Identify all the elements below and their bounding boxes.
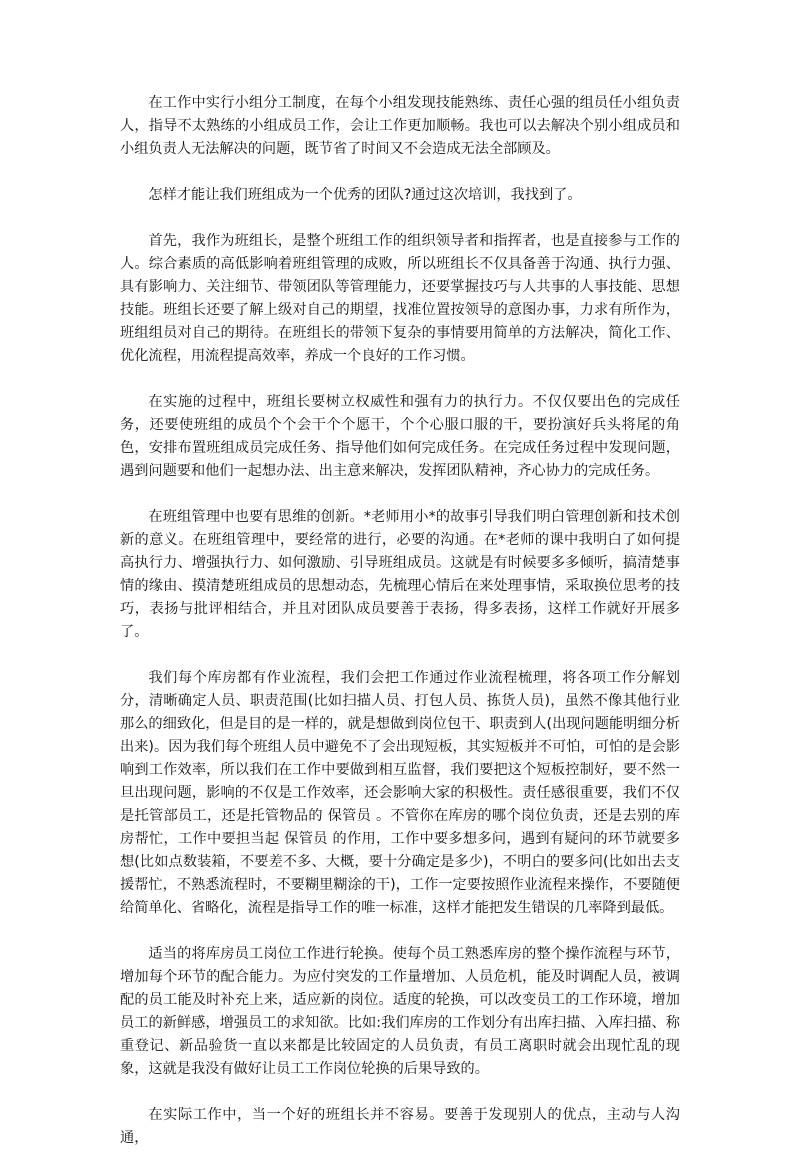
paragraph-7: 适当的将库房员工岗位工作进行轮换。使每个员工熟悉库房的整个操作流程与环节，增加每个环节的配合能力。为应付突发的工作量增加、人员危机，能及时调配人员，被调配的员工能及时补充上来，适应新的岗位。适度的轮换，可以改变员工的工作环境，增加员工的新鲜感，增强员工的求知欲。比如:我们库房的工作划分有出库扫描、入库扫描、称重登记、新品验货一直以来都是比较固定的人员负责，有员工离职时就会出现忙乱的现象，这就是我没有做好让员工工作岗位轮换的后果导致的。 <box>120 946 680 1077</box>
paragraph-2: 怎样才能让我们班组成为一个优秀的团队?通过这次培训，我找到了。 <box>148 187 582 203</box>
paragraph-3: 首先，我作为班组长，是整个班组工作的组织领导者和指挥者，也是直接参与工作的人。综合素质的高低影响着班组管理的成败，所以班组长不仅具备善于沟通、执行力强、具有影响力、关注细节、带领团队等管理能力，还要掌握技巧与人共事的人事技能、思想技能。班组长还要了解上级对自己的期望，找准位置按领导的意图办事，力求有所作为，班组组员对自己的期待。在班组长的带领下复杂的事情要用简单的方法解决，简化工作、优化流程，用流程提高效率，养成一个良好的工作习惯。 <box>120 233 680 364</box>
paragraph-6: 我们每个库房都有作业流程，我们会把工作通过作业流程梳理，将各项工作分解划分，清晰确定人员、职责范围(比如扫描人员、打包人员、拣货人员)，虽然不像其他行业那么的细致化，但是目的是一样的，就是想做到岗位包干、职责到人(出现问题能明细分析出来)。因为我们每个班组人员中避免不了会出现短板，其实短板并不可怕，可怕的是会影响到工作效率，所以我们在工作中要做到相互监督，我们要把这个短板控制好，要不然一旦出现问题，影响的不仅是工作效率，还会影响大家的积极性。责任感很重要，我们不仅是托管部员工，还是托管物品的 保管员 。不管你在库房的哪个岗位负责，还是去别的库房帮忙，工作中要担当起 保管员 的作用，工作中要多想多问，遇到有疑问的环节就要多想(比如点数装箱，不要差不多、大概，要十分确定是多少)，不明白的要多问(比如出去支援帮忙，不熟悉流程时，不要糊里糊涂的干)，工作一定要按照作业流程来操作，不要随便给简单化、省略化，流程是指导工作的唯一标准，这样才能把发生错误的几率降到最低。 <box>120 670 680 916</box>
document-body <box>120 92 680 1173</box>
paragraph-8: 在实际工作中，当一个好的班组长并不容易。要善于发现别人的优点，主动与人沟通， <box>120 1107 680 1146</box>
paragraph-1: 在工作中实行小组分工制度，在每个小组发现技能熟练、责任心强的组员任小组负责人，指导不太熟练的小组成员工作，会让工作更加顺畅。我也可以去解决个别小组成员和小组负责人无法解决的问题，既节省了时间又不会造成无法全部顾及。 <box>120 95 680 157</box>
paragraph-5: 在班组管理中也要有思维的创新。*老师用小*的故事引导我们明白管理创新和技术创新的意义。在班组管理中，要经常的进行，必要的沟通。在*老师的课中我明白了如何提高执行力、增强执行力、如何激励、引导班组成员。这就是有时候要多多倾听，搞清楚事情的缘由、摸清楚班组成员的思想动态，先梳理心情后在来处理事情，采取换位思考的技巧，表扬与批评相结合，并且对团队成员要善于表扬，得多表扬，这样工作就好开展多了。 <box>120 509 680 640</box>
paragraph-4: 在实施的过程中，班组长要树立权威性和强有力的执行力。不仅仅要出色的完成任务，还要使班组的成员个个会干个个愿干，个个心服口服的干，要扮演好兵头将尾的角色，安排布置班组成员完成任务、指导他们如何完成任务。在完成任务过程中发现问题，遇到问题要和他们一起想办法、出主意来解决，发挥团队精神，齐心协力的完成任务。 <box>120 394 680 479</box>
